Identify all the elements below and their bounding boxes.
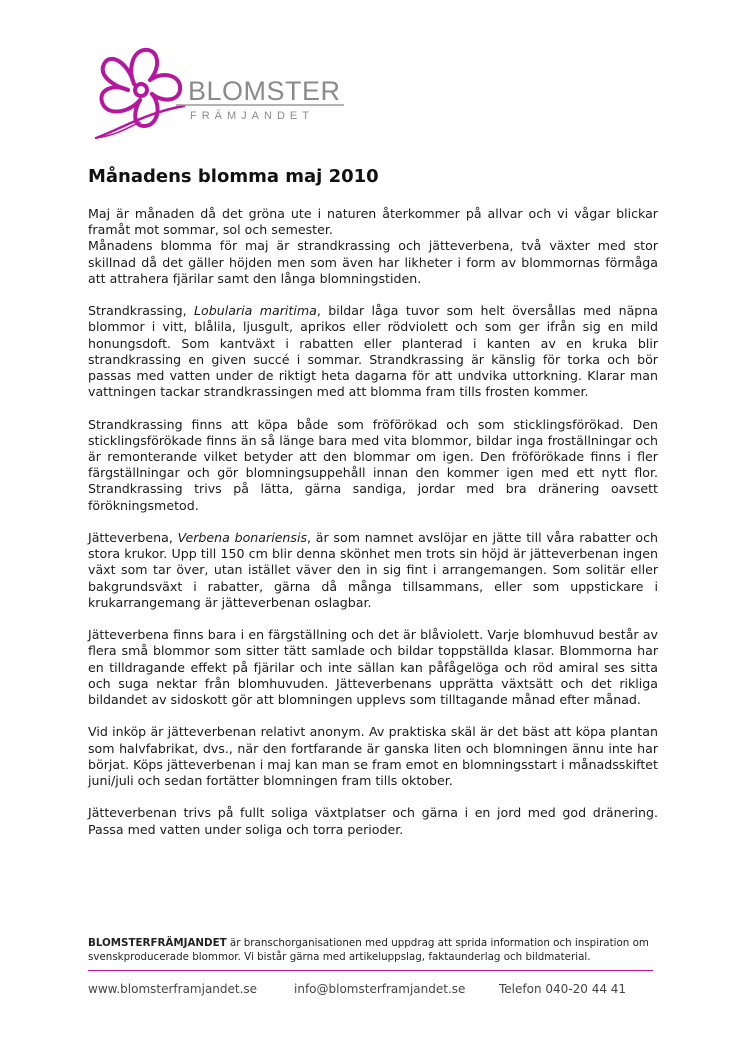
paragraph bbox=[88, 530, 658, 611]
brand-name: BLOMSTER bbox=[188, 76, 341, 106]
paragraph bbox=[88, 206, 658, 238]
paragraph-text: Jätteverbena finns bara i en färgställning och det är blåviolett. Varje blomhuvud består av flera små blommor som sitter tätt samlade och bildar toppställda klasar. Blommorna har en tilldragande effekt på fjärilar och inte sällan kan påfågelöga och röd amiral ses sitta och suga nektar från blomhuvuden. Jätteverbenans upprätta växtsätt och det rikliga bildandet av sidoskott gör att blomningen upplevs som tilltagande månad efter månad. bbox=[88, 627, 658, 708]
footer-info bbox=[88, 936, 658, 964]
contact-bar bbox=[88, 982, 626, 996]
paragraph-text: Strandkrassing finns att köpa både som fröförökad och som sticklingsförökad. Den sticklingsförökade finns än så länge bara med vita blommor, bildar inga froställningar och är remonterande vilket betyder att den blommar om igen. Den fröförökade finns i fler färgställningar och gör blomningsuppehåll innan den kommer igen med ett nytt flor. Strandkrassing trivs på lätta, gärna sandiga, jordar med bra dränering oavsett förökningsmetod. bbox=[88, 416, 658, 513]
phone-number: Telefon 040-20 44 41 bbox=[499, 982, 627, 996]
paragraph bbox=[88, 303, 658, 400]
flower-logo-icon bbox=[88, 40, 188, 140]
paragraph-text: , är som namnet avslöjar en jätte till våra rabatter och stora krukor. Upp till 150 cm blir denna skönhet men trots sin höjd är jätteverbenan ingen växt som tar över, utan istället väver den in sig fint i arrangemangen. Som solitär eller bakgrundsväxt i rabatter, gärna då många tillsammans, eller som uppstickare i krukarrangemang är jätteverbenan oslagbar. bbox=[88, 530, 658, 610]
brand-logo bbox=[88, 40, 348, 140]
paragraph-text: Jätteverbenan trivs på fullt soliga växtplatser och gärna i en jord med god dränering. Passa med vatten under soliga och torra perioder. bbox=[88, 805, 658, 837]
paragraph bbox=[88, 805, 658, 837]
species-name: Verbena bonariensis bbox=[177, 530, 308, 546]
article-body bbox=[88, 206, 658, 854]
paragraph bbox=[88, 417, 658, 514]
paragraph-text: Jätteverbena, bbox=[88, 530, 178, 546]
paragraph bbox=[88, 724, 658, 789]
footer-org: BLOMSTERFRÄMJANDET bbox=[88, 937, 227, 949]
brand-subname: FRÄMJANDET bbox=[190, 110, 314, 122]
paragraph-text: Vid inköp är jätteverbenan relativt anonym. Av praktiska skäl är det bäst att köpa plantan som halvfabrikat, dvs., när den fortfarande är ganska liten och blomningen ännu inte har börjat. Köps jätteverbenan i maj kan man se fram emot en blomningsstart i månadsskiftet juni/juli och sedan fortätter blomningen fram tills oktober. bbox=[88, 724, 658, 789]
email-link[interactable]: info@blomsterframjandet.se bbox=[294, 982, 466, 996]
paragraph-text: , bildar låga tuvor som helt översållas med näpna blommor i vitt, blålila, ljusgult, aprikos eller rödviolett och som ger ifrån sig en mild honungsdoft. Som kantväxt i rabatten eller planterad i kanten av en kruka blir strandkrassing en given succé i sommar. Strandkrassing är känslig för torka och bör passas med vatten under de riktigt heta dagarna för att undvika uttorkning. Klarar man vattningen tackar strandkrassingen med att blomma fram tills frosten kommer. bbox=[88, 303, 658, 400]
species-name: Lobularia maritima bbox=[194, 303, 317, 319]
paragraph-text: Maj är månaden då det gröna ute i naturen återkommer på allvar och vi vågar blickar framåt mot sommar, sol och semester. bbox=[88, 206, 658, 238]
page-title: Månadens blomma maj 2010 bbox=[88, 166, 379, 187]
footer-divider bbox=[88, 970, 653, 971]
footer-text: är branschorganisationen med uppdrag att sprida information och inspiration om svenskproducerade blommor. Vi bistår gärna med artikeluppslag, faktaunderlag och bildmaterial. bbox=[88, 937, 649, 963]
paragraph-text: Strandkrassing, bbox=[88, 303, 195, 319]
brand-underline bbox=[176, 102, 346, 108]
paragraph-text: Månadens blomma för maj är strandkrassing och jätteverbena, två växter med stor skillnad då det gäller höjden men som även har likheter i form av blommornas förmåga att attrahera fjärilar samt den långa blomningstiden. bbox=[88, 238, 658, 286]
paragraph bbox=[88, 238, 658, 287]
website-link[interactable]: www.blomsterframjandet.se bbox=[88, 982, 258, 996]
paragraph bbox=[88, 627, 658, 708]
